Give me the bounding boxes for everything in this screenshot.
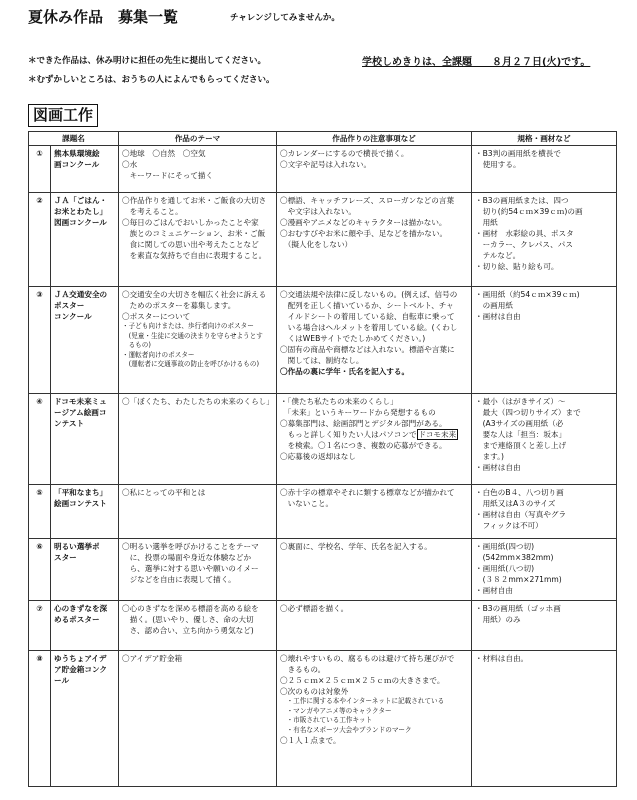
cell-line (475, 574, 613, 585)
cell-line (280, 653, 468, 664)
cell-line (122, 574, 273, 585)
cell-line (280, 195, 468, 206)
table-row (29, 601, 617, 651)
cell-line (280, 675, 468, 686)
contest-name-line: スター (54, 553, 77, 562)
table-header-row (29, 132, 617, 146)
cell-line (280, 716, 468, 726)
cell-line (280, 498, 468, 509)
cell-text: 〇地球 〇自然 〇空気 (122, 149, 206, 158)
cell-text: 〇１人１点まで。 (280, 736, 341, 745)
contest-name (51, 193, 119, 287)
cell-text: 切り(約54ｃｍ×39ｃｍ)の画 (475, 207, 583, 216)
cell-text: ・B3の画用紙または、四つ (475, 196, 569, 205)
cell-line (475, 289, 613, 300)
cell-text: の画用紙 (475, 301, 513, 310)
cell-line (280, 407, 468, 418)
cell-text: いないこと。 (280, 499, 334, 508)
cell-text: (運転者に交通事故の防止を呼びかけるもの) (122, 360, 260, 368)
cell-text: ・運転者向けのポスター (122, 350, 195, 359)
cell-text: ・画材 水彩絵の具、ポスタ (475, 229, 574, 238)
cell-text: ・有名なスポーツ大会やブランドのマーク (280, 725, 412, 734)
cell-text: ら、選挙に対する思いや願いのイメー (122, 564, 259, 573)
cell-line (475, 206, 613, 217)
notes-cell (277, 287, 472, 394)
cell-line (122, 541, 273, 552)
cell-text: 用紙 (475, 218, 498, 227)
contest-name-line: 「平和なまち」 (54, 488, 108, 497)
cell-line (280, 697, 468, 707)
contest-name (51, 287, 119, 394)
cell-text: フィックは不可） (475, 521, 543, 530)
cell-line (122, 159, 273, 170)
cell-line (475, 541, 613, 552)
cell-text: ・画材は自由 (475, 312, 521, 321)
cell-text: (３８２mm×271mm) (475, 575, 562, 584)
cell-line (280, 541, 468, 552)
deadline-notice: 学校しめきりは、全課題 ８月２７日(火)です。 (362, 57, 591, 68)
cell-line (122, 250, 273, 261)
contest-name (51, 485, 119, 539)
cell-text: イルドシートの着用している絵、自転車に乗って (280, 312, 455, 321)
cell-line (475, 159, 613, 170)
cell-line (122, 332, 273, 342)
cell-line (475, 498, 613, 509)
cell-line (280, 603, 468, 614)
contest-name (51, 146, 119, 193)
cell-text: ます。) (475, 452, 504, 461)
notes-cell (277, 651, 472, 787)
contest-name-line: ゆうちょアイデ (54, 654, 107, 663)
spec-cell (472, 539, 617, 601)
table-row (29, 651, 617, 787)
cell-text: ・画材は自由 (475, 463, 521, 472)
table-row (29, 146, 617, 193)
cell-text: 〇壊れやすいもの、腐るものは避けて持ち運びがで (280, 654, 455, 663)
contest-name (51, 601, 119, 651)
cell-text: 〇心のきずなを深める標語を高める絵を (122, 604, 259, 613)
spec-cell (472, 287, 617, 394)
cell-line (475, 520, 613, 531)
cell-line (475, 603, 613, 614)
cell-text: 〇水 (122, 160, 138, 169)
cell-line (280, 217, 468, 228)
cell-line (280, 355, 468, 366)
cell-line (280, 300, 468, 311)
cell-line (122, 289, 273, 300)
section-title: 図画工作 (28, 104, 98, 127)
cell-text: ・市販されている工作キット (280, 716, 373, 724)
cell-line (122, 625, 273, 636)
cell-line (475, 148, 613, 159)
cell-text: に、投票の場面や身近な体験などか (122, 553, 252, 562)
cell-text: ・マンガやアニメ等のキャラクター (280, 706, 392, 715)
cell-line (475, 239, 613, 250)
cell-text: 〇標語、キャッチフレーズ、スローガンなどの言葉 (280, 196, 455, 205)
cell-line (475, 311, 613, 322)
cell-text: 〇２５ｃｍ×２５ｃｍ×２５ｃｍの大きさまで。 (280, 676, 445, 685)
contest-name (51, 394, 119, 485)
spec-cell (472, 601, 617, 651)
cell-text: ・画用紙（約54ｃｍ×39ｃｍ) (475, 290, 580, 299)
contest-name (51, 651, 119, 787)
cell-text: 〇私にとっての平和とは (122, 488, 206, 497)
cell-text: 用紙）のみ (475, 615, 521, 624)
notes-cell (277, 485, 472, 539)
cell-text: いる場合はヘルメットを着用している絵。(くわし (280, 323, 458, 332)
cell-line (280, 440, 468, 451)
cell-text: 用紙又はA３のサイズ (475, 499, 556, 508)
theme-cell (119, 651, 277, 787)
instruction-note: ＊むずかしいところは、おうちの人によんでもらってください。 (28, 75, 275, 85)
cell-text: 族とのコミュニケーション、お米・ご飯 (122, 229, 266, 238)
cell-line (122, 341, 273, 351)
instruction-note: ＊できた作品は、休み明けに担任の先生に提出してください。 (28, 56, 267, 66)
cell-text: ためのポスターを募集します。 (122, 301, 236, 310)
cell-text: 使用する。 (475, 160, 521, 169)
cell-line (280, 228, 468, 239)
cell-line (475, 418, 613, 429)
cell-text: ・工作に関する本やインターネットに記載されている (280, 697, 445, 705)
contest-name-line: ージアム絵画コ (54, 408, 107, 417)
cell-text: 〇必ず標語を描く。 (280, 604, 349, 613)
column-header: 規格・画材など (472, 132, 617, 146)
cell-line (475, 407, 613, 418)
cell-text: ・画用紙(四つ切) (475, 542, 535, 551)
cell-line (475, 217, 613, 228)
cell-line (122, 206, 273, 217)
contest-name-line: ＪＡ「ごはん・ (54, 196, 108, 205)
spec-cell (472, 146, 617, 193)
cell-text: 〇おむすびやお米に顔や手、足などを描かない。 (280, 229, 448, 238)
cell-line (280, 311, 468, 322)
cell-line (475, 509, 613, 520)
cell-line (475, 653, 613, 664)
cell-text: ・画用紙(八つ切) (475, 564, 535, 573)
contest-name-line: ＪＡ交通安全の (54, 290, 108, 299)
cell-text: 〇次のものは対象外 (280, 687, 349, 696)
cell-line (122, 360, 273, 370)
cell-line (122, 396, 273, 407)
contest-name-line: 画コンクール (54, 160, 100, 169)
cell-text: 〇赤十字の標章やそれに類する標章などが描かれて (280, 488, 455, 497)
cell-text: 〇固有の商品や商標などは入れない。標語や言葉に (280, 345, 455, 354)
cell-line (475, 451, 613, 462)
theme-cell (119, 539, 277, 601)
theme-cell (119, 287, 277, 394)
table-row (29, 539, 617, 601)
cell-text: るもの) (122, 341, 151, 349)
cell-line (280, 396, 468, 407)
notes-cell (277, 146, 472, 193)
cell-line (475, 440, 613, 451)
cell-text: (児童・生徒に交通の決まりを守らせようとす (122, 331, 263, 340)
cell-line (122, 603, 273, 614)
cell-line (280, 344, 468, 355)
spec-cell (472, 394, 617, 485)
cell-line (280, 735, 468, 746)
contest-name-line: 心のきずなを深 (54, 604, 108, 613)
cell-text: テルなど。 (475, 251, 521, 260)
cell-text: 〇作品の裏に学年・氏名を記入する。 (280, 367, 410, 376)
cell-text: 〇募集部門は、絵画部門とデジタル部門がある。 (280, 419, 447, 428)
cell-line (280, 726, 468, 736)
cell-line (122, 300, 273, 311)
table-row (29, 485, 617, 539)
cell-text: さ、認め合い、立ち向かう勇気など) (122, 626, 254, 635)
cell-line (122, 148, 273, 159)
cell-text: ・白色のB４、八つ切り画 (475, 488, 564, 497)
cell-text: を考えること。 (122, 207, 183, 216)
contest-name-line: 明るい選挙ポ (54, 542, 100, 551)
contest-name-line: コンクール (54, 312, 92, 321)
cell-line (475, 563, 613, 574)
spec-cell (472, 485, 617, 539)
cell-text: ジなどを自由に表現して描く。 (122, 575, 236, 584)
cell-line (280, 148, 468, 159)
cell-text: 〇漫画やアニメなどのキャラクターは描かない。 (280, 218, 447, 227)
cell-line (122, 311, 273, 322)
cell-line (122, 351, 273, 361)
table-row (29, 193, 617, 287)
cell-line (475, 250, 613, 261)
contest-name-line: 絵画コンテスト (54, 499, 107, 508)
cell-text: ・子ども向けまたは、歩行者向けのポスター (122, 322, 254, 330)
cell-line (122, 322, 273, 332)
cell-line (475, 614, 613, 625)
cell-text: きるもの。 (280, 665, 326, 674)
cell-text: 配列を正しく描いているか、シートベルト、チャ (280, 301, 454, 310)
row-number: ③ (29, 287, 51, 394)
cell-line (475, 228, 613, 239)
page-subtitle: チャレンジしてみませんか。 (230, 13, 340, 23)
cell-line (122, 170, 273, 181)
cell-text: ・画材自由 (475, 586, 513, 595)
cell-line (280, 333, 468, 344)
cell-line (122, 239, 273, 250)
cell-text: 〇交通安全の大切さを幅広く社会に訴える (122, 290, 267, 299)
cell-line (475, 585, 613, 596)
cell-text: 〇裏面に、学校名、学年、氏名を記入する。 (280, 542, 432, 551)
row-number: ⑦ (29, 601, 51, 651)
table-row (29, 394, 617, 485)
cell-text: を検索。〇１名につき、複数の応募ができる。 (280, 441, 447, 450)
cell-line (280, 289, 468, 300)
cell-text: ーカラー、クレパス、パス (475, 240, 573, 249)
cell-text: 最大（四つ切りサイズ）まで (475, 408, 581, 417)
cell-line (280, 664, 468, 675)
cell-line (475, 429, 613, 440)
theme-cell (119, 601, 277, 651)
cell-text: 食に関しての思い出や考えたことなど (122, 240, 259, 249)
contest-table (28, 131, 617, 787)
cell-text: ・B3判の画用紙を横長で (475, 149, 561, 158)
notes-cell (277, 193, 472, 287)
cell-line (122, 563, 273, 574)
contest-name-line: ール (54, 676, 70, 685)
cell-text: キーワードにそって描く (122, 171, 214, 180)
cell-line (475, 462, 613, 473)
cell-text: 要な人は「担当：坂本」 (475, 430, 567, 439)
notes-cell (277, 394, 472, 485)
cell-text: 「未来」というキーワードから発想するもの (280, 408, 436, 417)
cell-text: ・「僕たち私たちの未来のくらし」 (280, 397, 398, 406)
contest-name-line: 熊本県環境絵 (54, 149, 100, 158)
cell-line (280, 159, 468, 170)
cell-line (122, 653, 273, 664)
cell-text: 〇応募後の返却はなし (280, 452, 356, 461)
cell-text: 〇作品作りを通してお米・ご飯食の大切さ (122, 196, 267, 205)
cell-line (475, 195, 613, 206)
table-row (29, 287, 617, 394)
cell-text: 〇ポスターについて (122, 312, 191, 321)
cell-text: を素直な気持ちで自由に表現すること。 (122, 251, 267, 260)
cell-text: ・画材は自由（写真やグラ (475, 510, 567, 519)
cell-line (280, 366, 468, 377)
cell-text: ・B3の画用紙（ゴッホ画 (475, 604, 561, 613)
cell-text: 〇アイデア貯金箱 (122, 654, 183, 663)
cell-line (280, 707, 468, 717)
cell-line (280, 451, 468, 462)
cell-line (475, 261, 613, 272)
cell-line (280, 206, 468, 217)
cell-text: まで連絡頂くと差し上げ (475, 441, 567, 450)
column-header: 課題名 (29, 132, 119, 146)
contest-name-line: ドコモ未来ミュ (54, 397, 107, 406)
cell-line (280, 487, 468, 498)
theme-cell (119, 394, 277, 485)
contest-name-line: 図画コンクール (54, 218, 107, 227)
cell-line (280, 429, 468, 440)
cell-line (122, 614, 273, 625)
theme-cell (119, 146, 277, 193)
row-number: ② (29, 193, 51, 287)
contest-name-line: めるポスター (54, 615, 100, 624)
cell-text: (A3サイズの画用紙（必 (475, 419, 564, 428)
cell-line (122, 217, 273, 228)
cell-line (122, 487, 273, 498)
cell-text: 〇カレンダーにするので横長で描く。 (280, 149, 409, 158)
cell-text: 〇交通法規や法律に反しないもの。(例えば、信号の (280, 290, 458, 299)
cell-line (280, 322, 468, 333)
cell-text: ・材料は自由。 (475, 654, 529, 663)
theme-cell (119, 485, 277, 539)
contest-name (51, 539, 119, 601)
cell-line (122, 195, 273, 206)
cell-line (475, 300, 613, 311)
column-header: 作品のテーマ (119, 132, 277, 146)
row-number: ⑥ (29, 539, 51, 601)
cell-text: 関しては、制約なし。 (280, 356, 364, 365)
cell-text: 〇毎日のごはんでおいしかったことや家 (122, 218, 259, 227)
spec-cell (472, 193, 617, 287)
contest-name-line: ア貯金箱コンク (54, 665, 108, 674)
cell-text: (542mm×382mm) (475, 553, 554, 562)
cell-line (475, 552, 613, 563)
notes-cell (277, 601, 472, 651)
cell-text: ・切り絵、貼り絵も可。 (475, 262, 559, 271)
column-header: 作品作りの注意事項など (277, 132, 472, 146)
boxed-keyword: ドコモ未来 (418, 430, 457, 439)
contest-name-line: ポスター (54, 301, 85, 310)
row-number: ① (29, 146, 51, 193)
cell-text: ・最小（はがきサイズ）～ (475, 397, 566, 406)
cell-line (475, 396, 613, 407)
contest-name-line: お米とわたし」 (54, 207, 108, 216)
cell-text: もっと詳しく知りたい人はパソコンで (280, 430, 417, 439)
notes-cell (277, 539, 472, 601)
row-number: ⑧ (29, 651, 51, 787)
cell-text: 〇明るい選挙を呼びかけることをテーマ (122, 542, 259, 551)
row-number: ④ (29, 394, 51, 485)
theme-cell (119, 193, 277, 287)
cell-line (122, 552, 273, 563)
cell-text: くはWEBサイトでたしかめてください。) (280, 334, 426, 343)
contest-name-line: ンテスト (54, 419, 85, 428)
cell-text: 〇「ぼくたち、わたしたちの未来のくらし」 (122, 397, 274, 406)
cell-line (280, 418, 468, 429)
row-number: ⑤ (29, 485, 51, 539)
cell-text: 描く。(思いやり、優しさ、命の大切 (122, 615, 254, 624)
cell-text: や文字は入れない。 (280, 207, 356, 216)
cell-line (280, 686, 468, 697)
cell-line (280, 239, 468, 250)
cell-line (475, 487, 613, 498)
page-title: 夏休み作品 募集一覧 (28, 8, 179, 26)
spec-cell (472, 651, 617, 787)
cell-line (122, 228, 273, 239)
cell-text: 〇文字や記号は入れない。 (280, 160, 372, 169)
cell-text: （擬人化をしない） (280, 240, 353, 249)
